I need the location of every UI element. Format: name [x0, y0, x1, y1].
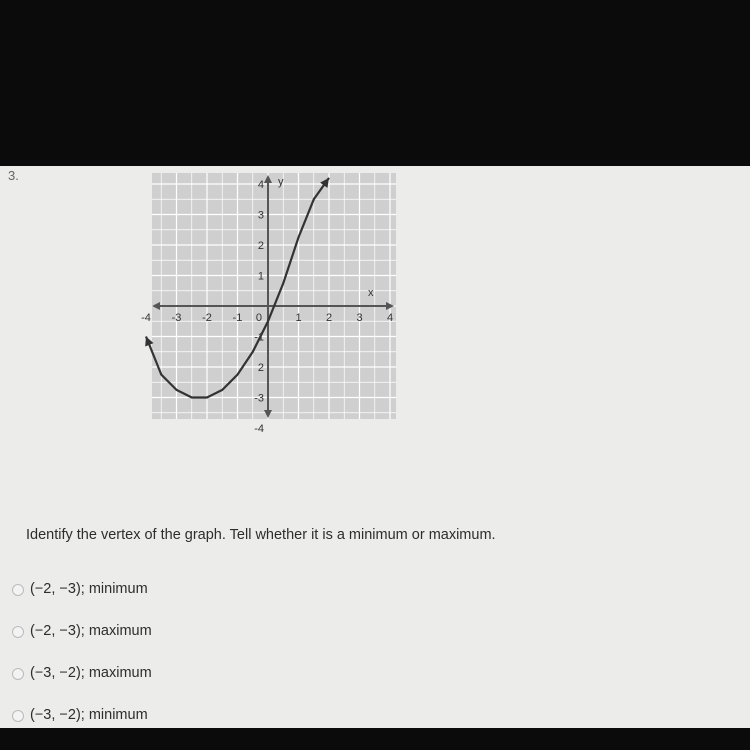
x-tick-label: 4: [386, 312, 394, 324]
answer-option-label: (−3, −2); minimum: [30, 707, 148, 723]
y-tick-label: 3: [257, 209, 264, 222]
radio-button-icon[interactable]: [12, 710, 24, 722]
radio-button-icon[interactable]: [12, 626, 24, 638]
chart-svg: [141, 173, 396, 435]
radio-button-icon[interactable]: [12, 668, 24, 680]
x-tick-label: 0: [255, 312, 262, 324]
x-axis-label: x: [368, 287, 374, 299]
question-prompt: Identify the vertex of the graph. Tell whether it is a minimum or maximum.: [26, 527, 496, 543]
y-tick-label: 2: [257, 240, 264, 252]
bottom-bezel: [0, 728, 750, 750]
y-axis-label: y: [278, 176, 284, 188]
answer-option-label: (−3, −2); maximum: [30, 665, 152, 681]
y-tick-label: 2: [257, 362, 264, 374]
question-number: 3.: [8, 168, 19, 183]
x-tick-label: 3: [356, 312, 363, 324]
x-tick-label: -2: [202, 312, 212, 324]
x-tick-label: -4: [141, 312, 151, 324]
answer-option-label: (−2, −3); minimum: [30, 581, 148, 597]
y-tick-label: -4: [254, 423, 264, 435]
radio-button-icon[interactable]: [12, 584, 24, 596]
x-tick-label: -3: [171, 312, 182, 324]
y-tick-label: 1: [257, 270, 264, 283]
answer-option-label: (−2, −3); maximum: [30, 623, 152, 639]
parabola-graph: [141, 173, 396, 435]
x-tick-label: 2: [325, 312, 333, 324]
x-tick-label: -1: [232, 312, 243, 324]
y-tick-label: 4: [257, 179, 264, 191]
y-tick-label: -3: [254, 392, 264, 405]
y-tick-label: -1: [254, 331, 264, 344]
x-tick-label: 1: [295, 312, 302, 324]
